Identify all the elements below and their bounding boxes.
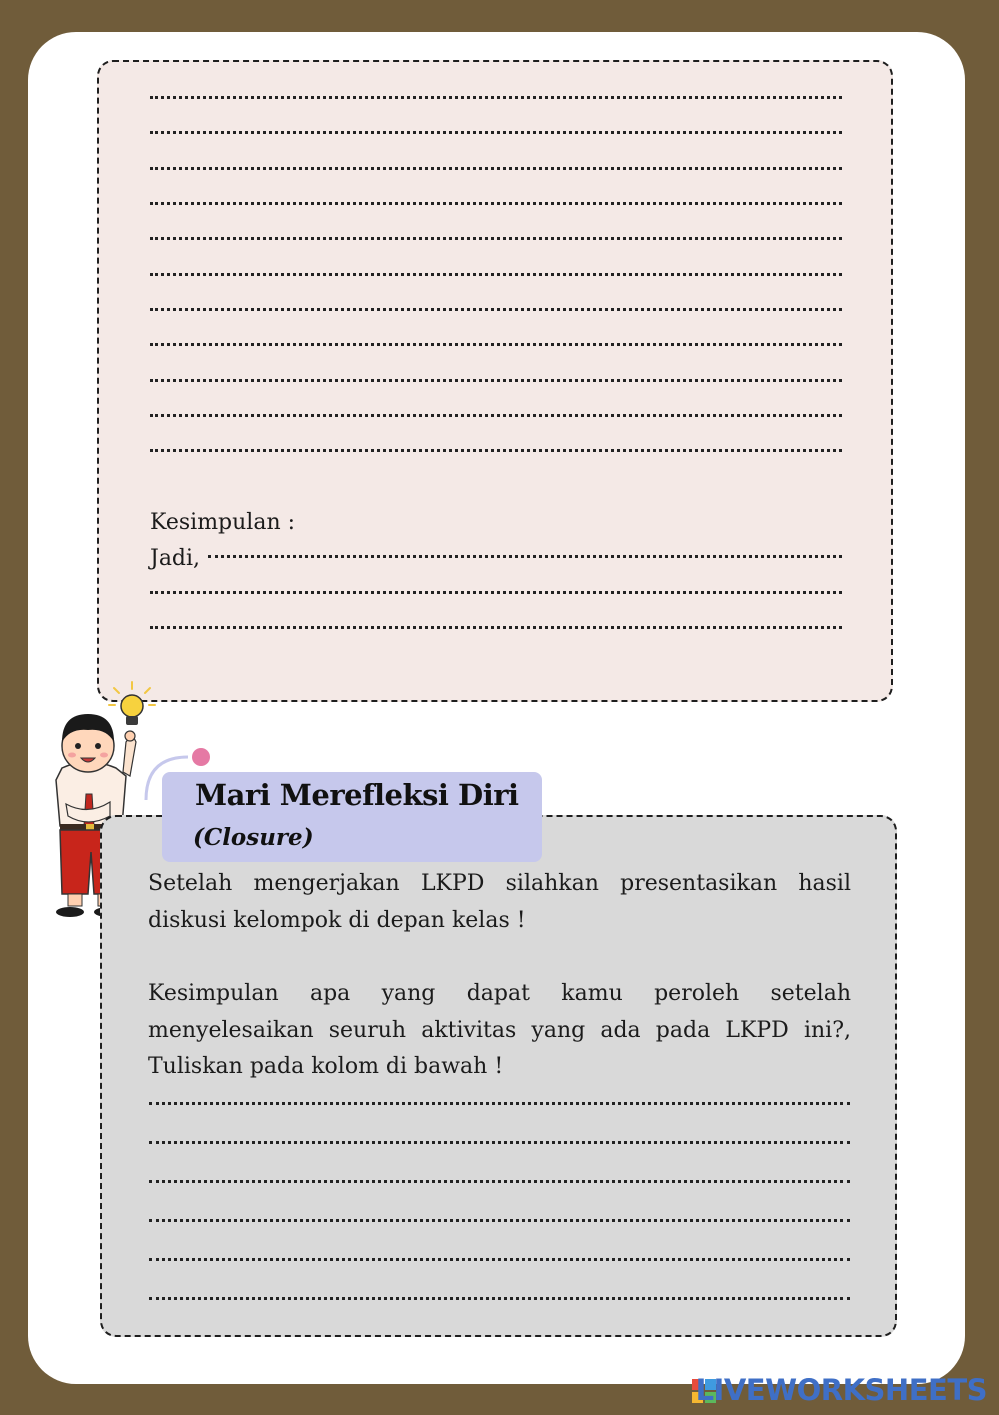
question-line-2: menyelesaikan seuruh aktivitas yang ada pada LKPD ini?,	[148, 1017, 851, 1043]
reflection-answer-line[interactable]	[149, 1141, 850, 1144]
reflection-answer-line[interactable]	[149, 1180, 850, 1183]
answer-line[interactable]	[150, 167, 842, 170]
liveworksheets-brand[interactable]: LIVEWORKSHEETS	[695, 1373, 987, 1407]
answer-line[interactable]	[150, 237, 842, 240]
answer-line[interactable]	[150, 449, 842, 452]
answer-line[interactable]	[150, 131, 842, 134]
answer-line[interactable]	[150, 414, 842, 417]
conclusion-label: Kesimpulan :	[150, 510, 296, 535]
conclusion-line[interactable]	[150, 626, 842, 629]
answer-line[interactable]	[150, 308, 842, 311]
instruction-line-1: Setelah mengerjakan LKPD silahkan presentasikan hasil	[148, 871, 851, 896]
reflection-answer-line[interactable]	[149, 1219, 850, 1222]
question-line-1: Kesimpulan apa yang dapat kamu peroleh setelah	[148, 981, 851, 1006]
instruction-paragraph	[148, 866, 851, 939]
reflection-answer-line[interactable]	[149, 1258, 850, 1261]
question-paragraph	[148, 976, 851, 1086]
conclusion-line[interactable]	[150, 591, 842, 594]
reflection-answer-line[interactable]	[149, 1102, 850, 1105]
answer-line[interactable]	[150, 343, 842, 346]
answer-line[interactable]	[150, 379, 842, 382]
section-title: Mari Merefleksi Diri	[195, 778, 519, 812]
section-subtitle: (Closure)	[193, 824, 314, 851]
instruction-line-2: diskusi kelompok di depan kelas !	[148, 907, 526, 933]
answer-line[interactable]	[150, 96, 842, 99]
conclusion-line[interactable]	[208, 555, 842, 558]
answer-line[interactable]	[150, 202, 842, 205]
question-line-3: Tuliskan pada kolom di bawah !	[148, 1054, 504, 1079]
answer-line[interactable]	[150, 273, 842, 276]
jadi-label: Jadi,	[150, 546, 201, 571]
reflection-answer-line[interactable]	[149, 1297, 850, 1300]
